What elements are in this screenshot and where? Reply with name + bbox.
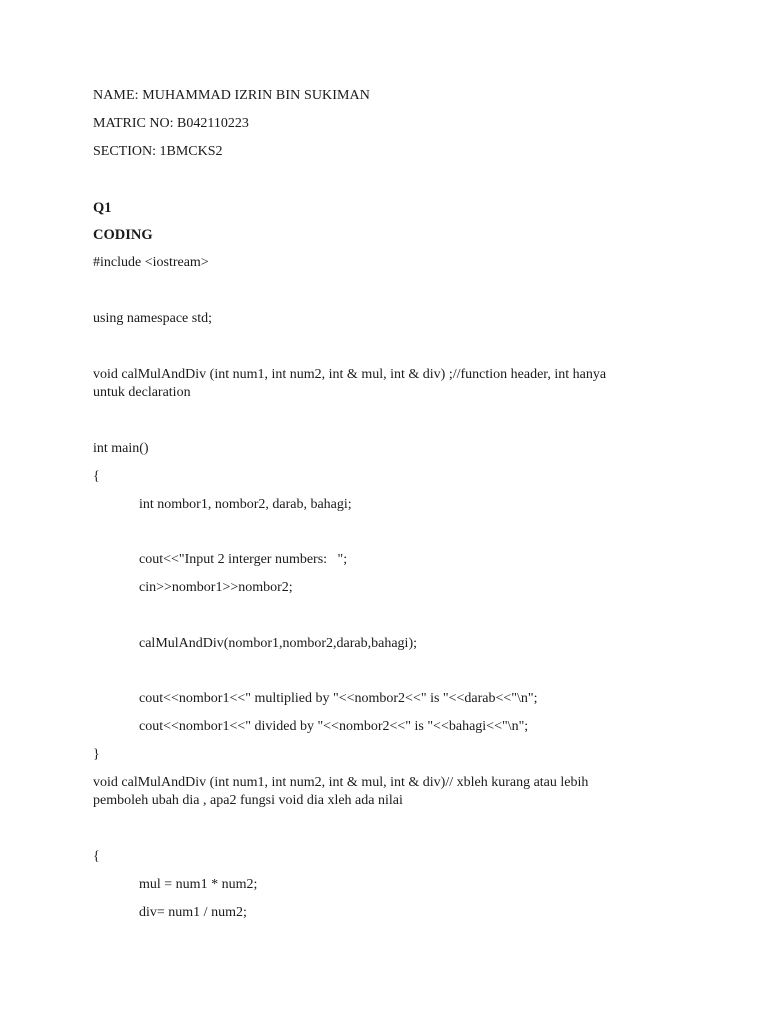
code-definition-line-1: void calMulAndDiv (int num1, int num2, int & mul, int & div)// xbleh kurang atau lebih xyxy=(93,775,589,790)
code-include-line: #include <iostream> xyxy=(93,255,209,270)
code-using-line: using namespace std; xyxy=(93,311,212,326)
code-function-call-line: calMulAndDiv(nombor1,nombor2,darab,bahagi); xyxy=(139,636,417,651)
code-function-open-brace: { xyxy=(93,849,100,864)
code-prototype-line-2: untuk declaration xyxy=(93,385,191,400)
matric-number: MATRIC NO: B042110223 xyxy=(93,116,249,131)
question-label: Q1 xyxy=(93,200,112,216)
code-declaration-line: int nombor1, nombor2, darab, bahagi; xyxy=(139,497,352,512)
section-line: SECTION: 1BMCKS2 xyxy=(93,144,223,159)
code-main-close-brace: } xyxy=(93,747,100,762)
code-main-signature: int main() xyxy=(93,441,149,456)
code-cout-multiply-line: cout<<nombor1<<" multiplied by "<<nombor2<<" is "<<darab<<"\n"; xyxy=(139,691,538,706)
code-definition-line-2: pemboleh ubah dia , apa2 fungsi void dia xleh ada nilai xyxy=(93,793,403,808)
coding-heading: CODING xyxy=(93,227,153,243)
code-cout-input-line: cout<<"Input 2 interger numbers: "; xyxy=(139,552,348,567)
code-main-open-brace: { xyxy=(93,469,100,484)
code-prototype-line-1: void calMulAndDiv (int num1, int num2, int & mul, int & div) ;//function header, int hanya xyxy=(93,367,607,382)
code-cout-divide-line: cout<<nombor1<<" divided by "<<nombor2<<" is "<<bahagi<<"\n"; xyxy=(139,719,529,734)
code-mul-assignment-line: mul = num1 * num2; xyxy=(139,877,258,892)
code-cin-line: cin>>nombor1>>nombor2; xyxy=(139,580,293,595)
code-div-assignment-line: div= num1 / num2; xyxy=(139,905,247,920)
student-name: NAME: MUHAMMAD IZRIN BIN SUKIMAN xyxy=(93,88,370,103)
